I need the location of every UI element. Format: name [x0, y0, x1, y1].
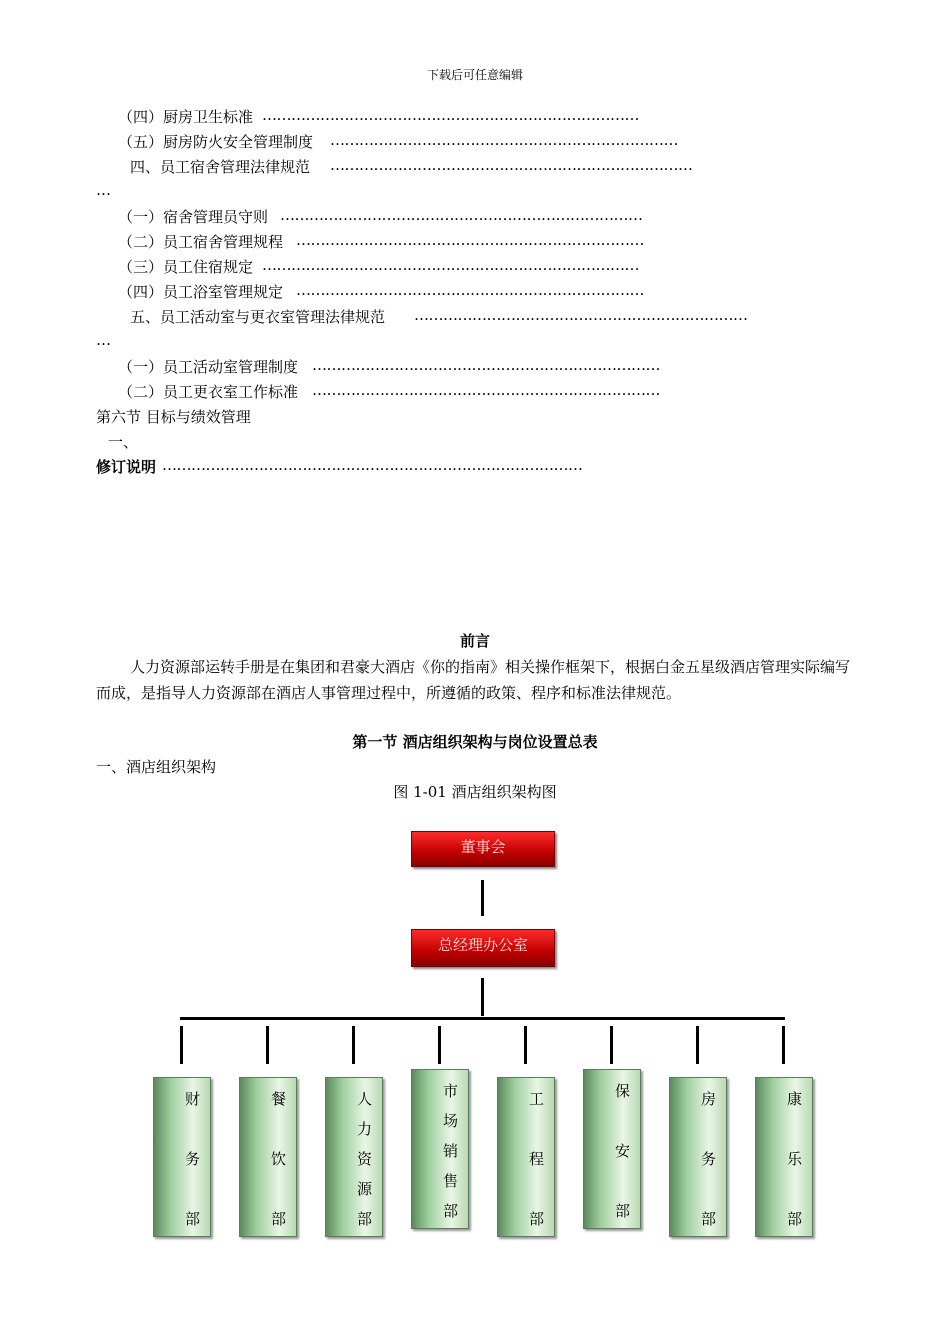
dept-char: 康	[786, 1090, 802, 1108]
connector-line	[352, 1026, 355, 1064]
dept-char: 售	[442, 1172, 458, 1190]
toc-item-revision: 修订说明	[96, 458, 157, 476]
toc-dots-cont: …	[96, 331, 111, 349]
toc-dots: ……………………………………………………………………	[262, 106, 639, 124]
dept-char: 财	[184, 1090, 200, 1108]
dept-security	[583, 1069, 641, 1229]
connector-line	[180, 1026, 183, 1064]
toc-item: （二）员工宿舍管理规程	[118, 233, 284, 251]
board-box: 董事会	[411, 831, 555, 867]
dept-char: 场	[442, 1112, 458, 1130]
toc-item: （三）员工住宿规定	[118, 258, 254, 276]
dept-char: 部	[184, 1210, 200, 1228]
dept-char: 务	[700, 1150, 716, 1168]
toc-item: 四、员工宿舍管理法律规范	[130, 158, 311, 176]
dept-char: 人	[356, 1090, 372, 1108]
toc-dots: ………………………………………………………………	[330, 131, 678, 149]
section-subheading: 一、酒店组织架构	[96, 758, 217, 776]
preface-title: 前言	[459, 632, 490, 650]
dept-char: 程	[528, 1150, 544, 1168]
figure-caption: 图 1-01 酒店组织架构图	[393, 783, 557, 801]
toc-item: （一）宿舍管理员守则	[118, 208, 269, 226]
toc-dots: ……………………………………………………………	[414, 306, 748, 324]
connector-line	[481, 978, 484, 1016]
dept-char: 餐	[270, 1090, 286, 1108]
dept-fnb	[239, 1077, 297, 1237]
dept-rooms	[669, 1077, 727, 1237]
toc-item: （四）员工浴室管理规定	[118, 283, 284, 301]
toc-item: 五、员工活动室与更衣室管理法律规范	[130, 308, 386, 326]
gm-office-box: 总经理办公室	[411, 929, 555, 967]
dept-char: 部	[528, 1210, 544, 1228]
toc-dots: …………………………………………………………………	[280, 206, 643, 224]
toc-dots: ………………………………………………………………	[312, 356, 660, 374]
dept-char: 房	[700, 1090, 716, 1108]
dept-char: 部	[786, 1210, 802, 1228]
connector-line	[696, 1026, 699, 1064]
connector-line	[266, 1026, 269, 1064]
dept-char: 饮	[270, 1150, 286, 1168]
dept-char: 保	[614, 1082, 630, 1100]
connector-line	[481, 880, 484, 916]
dept-finance	[153, 1077, 211, 1237]
toc-dots: ………………………………………………………………	[312, 381, 660, 399]
dept-char: 部	[614, 1202, 630, 1220]
dept-char: 源	[356, 1180, 372, 1198]
dept-char: 乐	[786, 1150, 802, 1168]
header-note: 下载后可任意编辑	[426, 68, 523, 82]
toc-item: 一、	[108, 433, 139, 451]
dept-char: 销	[442, 1142, 458, 1160]
section-title: 第一节 酒店组织架构与岗位设置总表	[352, 733, 598, 751]
dept-char: 部	[356, 1210, 372, 1228]
dept-char: 部	[442, 1202, 458, 1220]
dept-char: 部	[700, 1210, 716, 1228]
preface-body: 人力资源部运转手册是在集团和君豪大酒店《你的指南》相关操作框架下，根据白金五星级酒店管理实际编写而成，是指导人力资源部在酒店人事管理过程中，所遵循的政策、程序和标准法律规范。	[96, 658, 851, 702]
dept-char: 安	[614, 1142, 630, 1160]
toc-item: （二）员工更衣室工作标准	[118, 383, 299, 401]
toc-dots: ………………………………………………………………	[296, 281, 644, 299]
toc-dots: ………………………………………………………………	[296, 231, 644, 249]
toc-dots: ……………………………………………………………………	[262, 256, 639, 274]
dept-hr	[325, 1077, 383, 1237]
toc-item: （五）厨房防火安全管理制度	[118, 133, 314, 151]
dept-char: 务	[184, 1150, 200, 1168]
toc-dots: ……………………………………………………………………………	[162, 456, 583, 474]
toc-dots: …………………………………………………………………	[330, 156, 693, 174]
connector-line	[524, 1026, 527, 1064]
dept-recreation	[755, 1077, 813, 1237]
dept-char: 部	[270, 1210, 286, 1228]
toc-dots-cont: …	[96, 181, 111, 199]
dept-sales-marketing	[411, 1069, 469, 1229]
toc-section: 第六节 目标与绩效管理	[96, 408, 251, 426]
dept-engineering	[497, 1077, 555, 1237]
dept-char: 力	[356, 1120, 372, 1138]
dept-char: 资	[356, 1150, 372, 1168]
connector-line	[438, 1026, 441, 1064]
dept-char: 工	[528, 1090, 544, 1108]
toc-item: （四）厨房卫生标准	[118, 108, 254, 126]
toc-item: （一）员工活动室管理制度	[118, 358, 299, 376]
connector-line	[782, 1026, 785, 1064]
connector-line	[610, 1026, 613, 1064]
horizontal-connector	[180, 1017, 785, 1020]
dept-char: 市	[442, 1082, 458, 1100]
